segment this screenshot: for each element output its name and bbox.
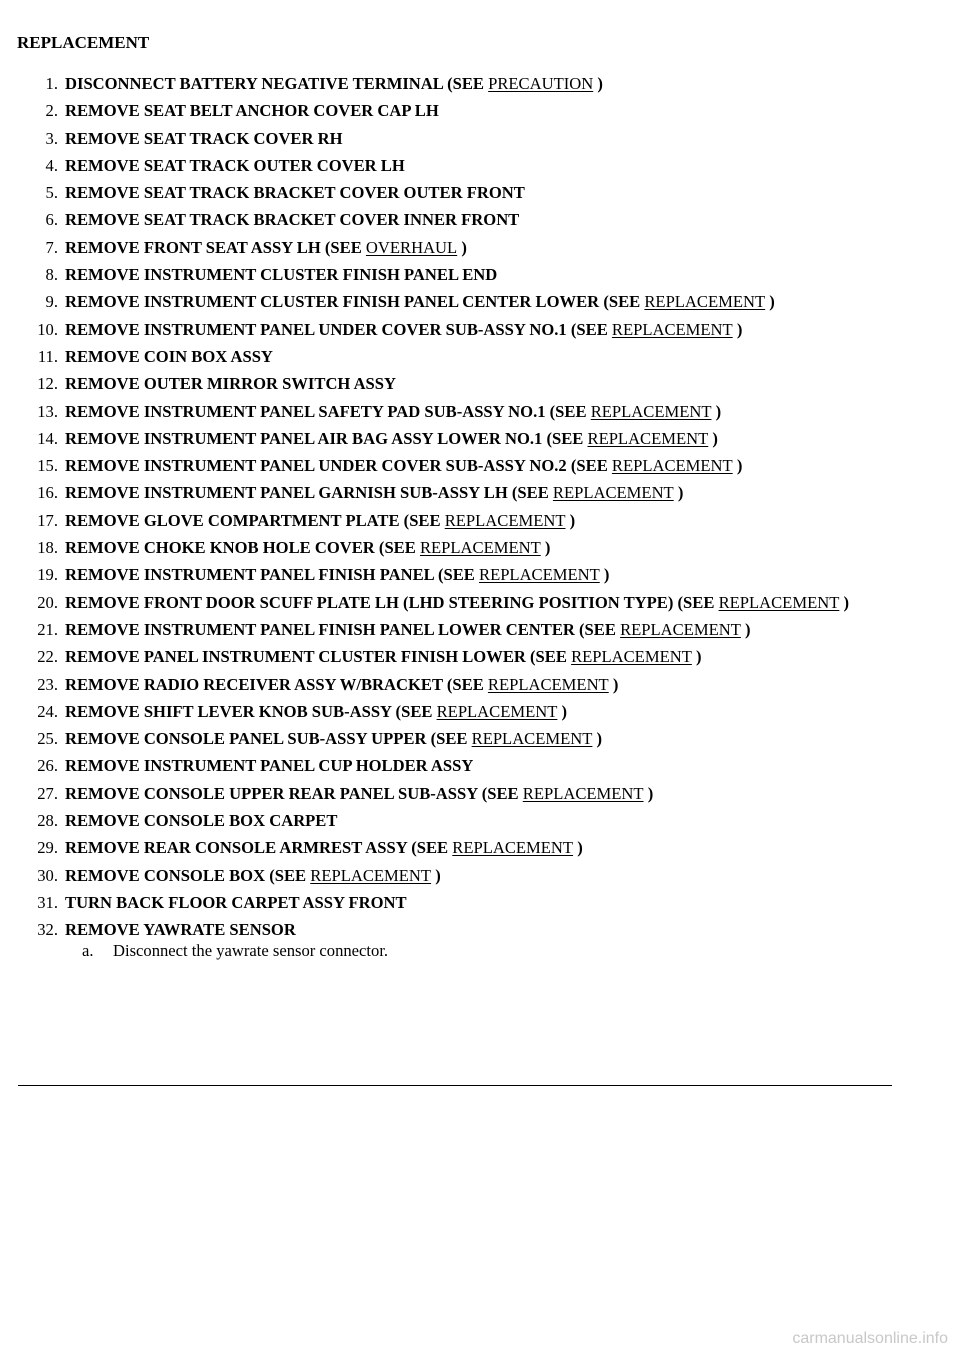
page-title: REPLACEMENT	[17, 33, 150, 52]
step-item	[0, 100, 940, 122]
step-tail: )	[740, 619, 751, 639]
step-number: 17.	[37, 510, 58, 530]
reference-link[interactable]: REPLACEMENT	[590, 401, 712, 421]
step-number: 1.	[45, 74, 58, 93]
step-tail: )	[540, 538, 551, 558]
step-item	[0, 319, 940, 341]
reference-link[interactable]: REPLACEMENT	[718, 592, 840, 612]
step-item	[0, 346, 940, 368]
step-tail: )	[708, 428, 718, 448]
step-item	[0, 510, 940, 532]
step-text: REMOVE RADIO RECEIVER ASSY W/BRACKET (SEE	[65, 674, 488, 694]
step-text: REMOVE CONSOLE UPPER REAR PANEL SUB-ASSY (SEE	[65, 783, 523, 803]
step-text: REMOVE CONSOLE PANEL SUB-ASSY UPPER (SEE	[65, 729, 472, 749]
step-item	[0, 701, 940, 723]
step-item	[0, 209, 940, 231]
reference-link[interactable]: REPLACEMENT	[444, 510, 566, 530]
step-number: 30.	[37, 865, 58, 885]
step-number: 32.	[37, 920, 58, 940]
step-number: 21.	[37, 619, 58, 639]
step-tail: )	[839, 592, 850, 612]
step-text: TURN BACK FLOOR CARPET ASSY FRONT	[65, 892, 407, 912]
step-tail: )	[691, 647, 702, 667]
step-item	[0, 619, 940, 641]
step-text: REMOVE SEAT TRACK OUTER COVER LH	[65, 155, 405, 175]
reference-link[interactable]: REPLACEMENT	[644, 292, 766, 312]
step-text: REMOVE FRONT SEAT ASSY LH (SEE	[65, 237, 366, 257]
step-number: 15.	[37, 456, 58, 476]
step-text: REMOVE INSTRUMENT CLUSTER FINISH PANEL END	[65, 265, 498, 285]
step-text: REMOVE CONSOLE BOX (SEE	[65, 865, 311, 885]
step-text: REMOVE INSTRUMENT PANEL FINISH PANEL LOWER CENTER (SEE	[65, 619, 621, 639]
step-item	[0, 537, 940, 559]
reference-link[interactable]: REPLACEMENT	[552, 483, 674, 503]
reference-link[interactable]: REPLACEMENT	[479, 565, 600, 585]
step-item	[0, 728, 940, 750]
step-text: REMOVE INSTRUMENT CLUSTER FINISH PANEL CENTER LOWER (SEE	[65, 292, 645, 312]
reference-link[interactable]: REPLACEMENT	[471, 729, 593, 749]
step-item	[0, 291, 940, 313]
step-text: REMOVE YAWRATE SENSOR	[65, 920, 296, 940]
step-number: 13.	[37, 401, 58, 421]
step-item	[0, 237, 940, 259]
reference-link[interactable]: PRECAUTION	[488, 74, 594, 93]
step-tail: )	[557, 701, 568, 721]
substep-letter: a.	[82, 941, 94, 961]
step-item	[0, 646, 940, 668]
step-number: 29.	[37, 838, 58, 858]
step-number: 6.	[45, 210, 58, 230]
footer-divider	[18, 1085, 892, 1086]
step-text: REMOVE INSTRUMENT PANEL GARNISH SUB-ASSY LH (SEE	[65, 483, 553, 503]
step-number: 8.	[45, 265, 58, 285]
step-number: 2.	[45, 101, 58, 121]
step-number: 10.	[37, 319, 58, 339]
substep-text: Disconnect the yawrate sensor connector.	[113, 941, 389, 961]
step-text: REMOVE SHIFT LEVER KNOB SUB-ASSY (SEE	[65, 701, 437, 721]
step-number: 31.	[37, 892, 58, 912]
step-tail: )	[732, 456, 743, 476]
step-number: 14.	[37, 428, 58, 448]
reference-link[interactable]: REPLACEMENT	[436, 701, 558, 721]
reference-link[interactable]: OVERHAUL	[365, 237, 458, 257]
step-tail: )	[711, 401, 722, 421]
step-tail: )	[608, 674, 619, 694]
step-text: REMOVE PANEL INSTRUMENT CLUSTER FINISH LOWER (SEE	[65, 647, 572, 667]
step-number: 7.	[45, 237, 58, 257]
reference-link[interactable]: REPLACEMENT	[611, 319, 733, 339]
step-text: REMOVE FRONT DOOR SCUFF PLATE LH (LHD STEERING POSITION TYPE) (SEE	[65, 592, 719, 612]
step-number: 9.	[45, 292, 58, 312]
reference-link[interactable]: REPLACEMENT	[571, 647, 692, 667]
reference-link[interactable]: REPLACEMENT	[611, 456, 733, 476]
step-tail: )	[732, 319, 743, 339]
step-text: REMOVE CONSOLE BOX CARPET	[65, 811, 338, 831]
step-number: 16.	[37, 483, 58, 503]
step-number: 20.	[37, 592, 58, 612]
step-number: 4.	[45, 155, 58, 175]
step-number: 5.	[45, 183, 58, 203]
step-tail: )	[457, 237, 467, 257]
step-number: 27.	[37, 783, 58, 803]
step-item	[0, 865, 940, 887]
step-number: 24.	[37, 701, 58, 721]
reference-link[interactable]: REPLACEMENT	[587, 428, 709, 448]
reference-link[interactable]: REPLACEMENT	[487, 674, 609, 694]
step-tail: )	[592, 729, 603, 749]
reference-link[interactable]: REPLACEMENT	[452, 838, 574, 858]
step-number: 22.	[37, 647, 58, 667]
step-item	[0, 182, 940, 204]
step-number: 19.	[37, 565, 58, 585]
step-number: 18.	[37, 538, 58, 558]
reference-link[interactable]: REPLACEMENT	[419, 538, 541, 558]
step-tail: )	[573, 838, 583, 858]
step-tail: )	[599, 565, 610, 585]
step-item	[0, 401, 940, 423]
step-text: REMOVE COIN BOX ASSY	[65, 346, 273, 366]
step-text: REMOVE REAR CONSOLE ARMREST ASSY (SEE	[65, 838, 453, 858]
step-number: 12.	[37, 374, 58, 394]
step-text: REMOVE INSTRUMENT PANEL SAFETY PAD SUB-ASSY NO.1 (SEE	[65, 401, 591, 421]
step-item	[0, 592, 940, 614]
step-text: REMOVE OUTER MIRROR SWITCH ASSY	[65, 374, 396, 394]
step-number: 28.	[37, 811, 58, 831]
step-number: 23.	[37, 674, 58, 694]
step-tail: )	[643, 783, 654, 803]
step-tail: )	[565, 510, 576, 530]
step-item	[0, 810, 940, 832]
reference-link[interactable]: REPLACEMENT	[310, 865, 432, 885]
step-item	[0, 455, 940, 477]
step-text: DISCONNECT BATTERY NEGATIVE TERMINAL (SEE	[65, 74, 489, 93]
step-tail: )	[431, 865, 441, 885]
step-item	[0, 892, 940, 914]
procedure-step-list	[0, 73, 940, 968]
step-item	[0, 837, 940, 859]
step-item	[0, 155, 940, 177]
step-item	[0, 674, 940, 696]
step-item	[0, 564, 940, 586]
step-item	[0, 919, 940, 962]
step-text: REMOVE SEAT TRACK BRACKET COVER INNER FRONT	[65, 210, 520, 230]
step-tail: )	[673, 483, 684, 503]
substep-item	[65, 940, 940, 962]
step-tail: )	[593, 74, 603, 93]
step-item	[0, 373, 940, 395]
step-item	[0, 264, 940, 286]
step-item	[0, 428, 940, 450]
step-text: REMOVE CHOKE KNOB HOLE COVER (SEE	[65, 538, 420, 558]
step-item	[0, 755, 940, 777]
step-item	[0, 128, 940, 150]
step-text: REMOVE SEAT BELT ANCHOR COVER CAP LH	[65, 101, 439, 121]
step-text: REMOVE INSTRUMENT PANEL FINISH PANEL (SEE	[65, 565, 479, 585]
site-watermark: carmanualsonline.info	[792, 1330, 948, 1347]
step-text: REMOVE INSTRUMENT PANEL UNDER COVER SUB-ASSY NO.2 (SEE	[65, 456, 612, 476]
reference-link[interactable]: REPLACEMENT	[522, 783, 644, 803]
step-text: REMOVE SEAT TRACK COVER RH	[65, 128, 343, 148]
step-text: REMOVE GLOVE COMPARTMENT PLATE (SEE	[65, 510, 445, 530]
step-text: REMOVE INSTRUMENT PANEL AIR BAG ASSY LOWER NO.1 (SEE	[65, 428, 588, 448]
step-item	[0, 482, 940, 504]
step-tail: )	[765, 292, 775, 312]
step-text: REMOVE SEAT TRACK BRACKET COVER OUTER FRONT	[65, 183, 525, 203]
step-number: 3.	[45, 128, 58, 148]
step-text: REMOVE INSTRUMENT PANEL UNDER COVER SUB-ASSY NO.1 (SEE	[65, 319, 612, 339]
step-item	[0, 73, 940, 95]
step-number: 26.	[37, 756, 58, 776]
step-text: REMOVE INSTRUMENT PANEL CUP HOLDER ASSY	[65, 756, 474, 776]
step-number: 11.	[37, 346, 58, 366]
step-number: 25.	[37, 729, 58, 749]
reference-link[interactable]: REPLACEMENT	[620, 619, 741, 639]
step-item	[0, 783, 940, 805]
